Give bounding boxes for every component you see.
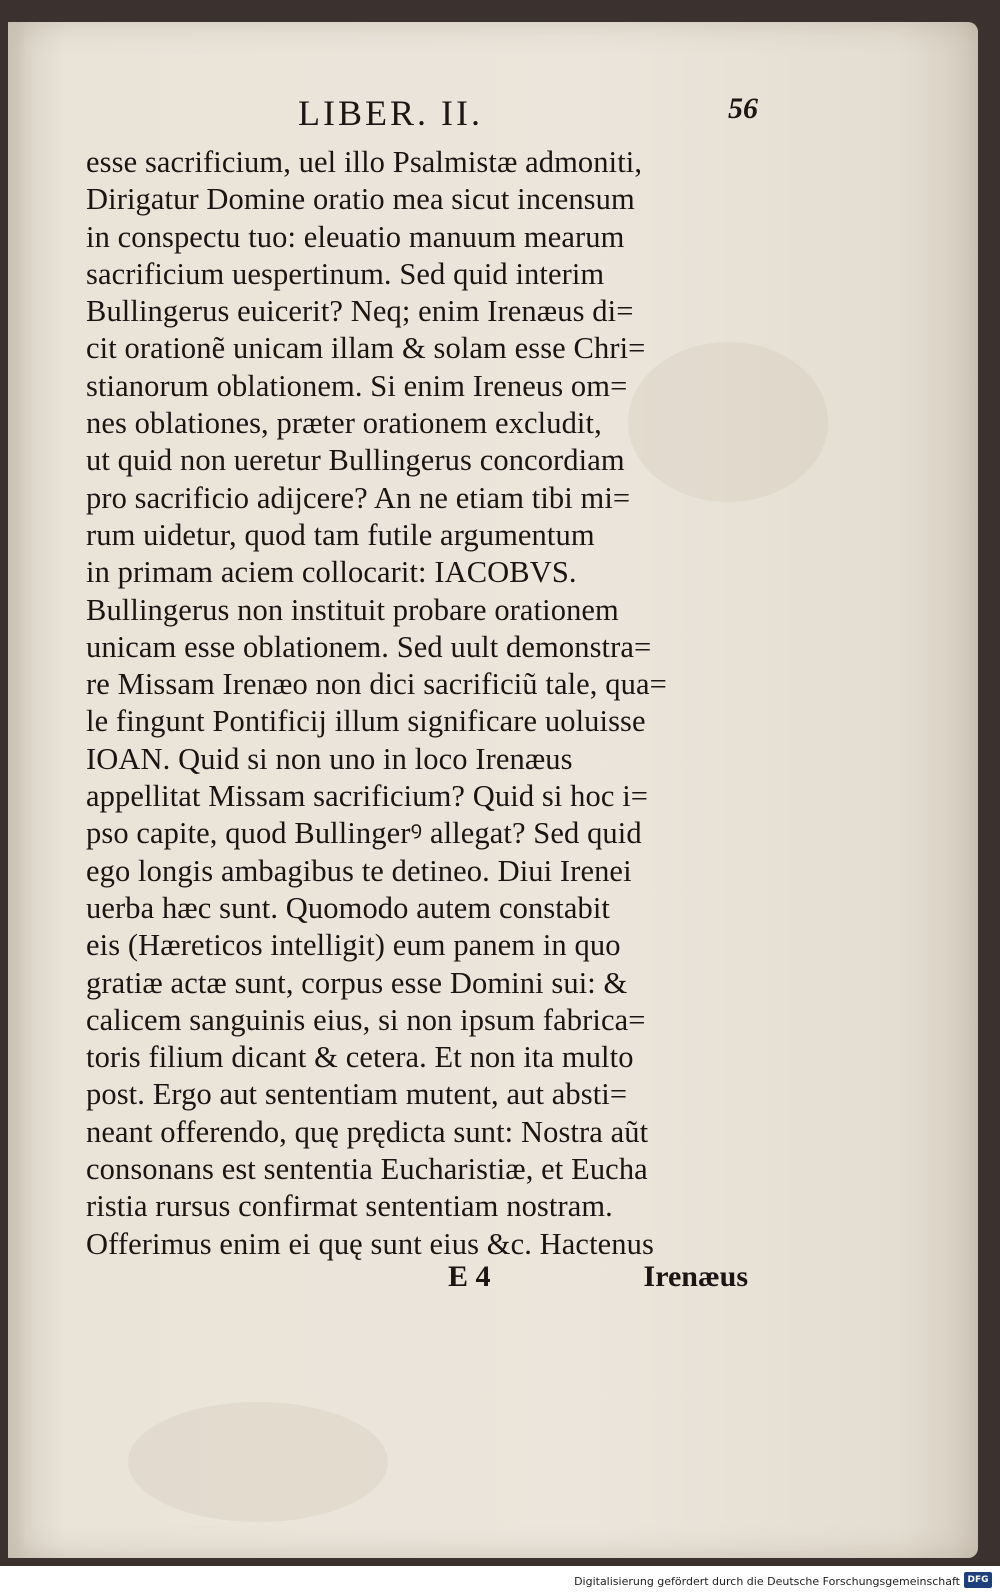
page-spine-shadow <box>8 22 26 1558</box>
text-line: pro sacrificio adijcere? An ne etiam tibi mi= <box>86 480 631 515</box>
text-line: sacrificium uespertinum. Sed quid interim <box>86 256 605 291</box>
text-line: toris filium dicant & cetera. Et non ita multo <box>86 1040 634 1075</box>
text-line: le fingunt Pontificij illum significare uoluisse <box>86 704 646 739</box>
text-line: neant offerendo, quę prędicta sunt: Nostra aũt <box>86 1114 649 1149</box>
text-line: Dirigatur Domine oratio mea sicut incensum <box>86 182 635 217</box>
signature-mark: E 4 <box>448 1260 491 1293</box>
book-page <box>8 22 978 1558</box>
text-line: pso capite, quod Bullingerꝰ allegat? Sed quid <box>86 816 642 851</box>
digitization-footer <box>0 1566 1000 1596</box>
text-line: nes oblationes, præter orationem excludit, <box>86 406 602 441</box>
text-line: consonans est sententia Eucharistiæ, et Eucha <box>86 1152 648 1187</box>
text-line: stianorum oblationem. Si enim Ireneus om= <box>86 368 628 403</box>
catchline <box>448 1260 768 1300</box>
text-block <box>86 144 766 1263</box>
catchword: Irenæus <box>643 1260 748 1293</box>
text-line: ego longis ambagibus te detineo. Diui Irenei <box>86 853 632 888</box>
text-line: re Missam Irenæo non dici sacrificiũ tale, qua= <box>86 667 667 702</box>
text-line: ristia rursus confirmat sententiam nostram. <box>86 1189 613 1224</box>
running-title: LIBER. II. <box>298 93 483 133</box>
text-line: post. Ergo aut sententiam mutent, aut absti= <box>86 1077 628 1112</box>
text-line: ut quid non ueretur Bullingerus concordiam <box>86 443 625 478</box>
text-line: cit orationẽ unicam illam & solam esse Chri= <box>86 331 646 366</box>
dfg-logo-icon: DFG <box>964 1572 992 1588</box>
text-line: gratiæ actæ sunt, corpus esse Domini sui: & <box>86 965 628 1000</box>
text-line: rum uidetur, quod tam futile argumentum <box>86 517 595 552</box>
text-line: esse sacrificium, uel illo Psalmistæ admoniti, <box>86 145 643 179</box>
text-line: in conspectu tuo: eleuatio manuum mearum <box>86 219 625 254</box>
text-line: eis (Hæreticos intelligit) eum panem in quo <box>86 928 621 963</box>
funding-credit: Digitalisierung gefördert durch die Deutsche Forschungsgemeinschaft <box>574 1575 960 1588</box>
text-line: Bullingerus non instituit probare orationem <box>86 592 619 627</box>
text-line: IOAN. Quid si non uno in loco Irenæus <box>86 741 573 776</box>
paper-stain <box>128 1402 388 1522</box>
text-line: uerba hæc sunt. Quomodo autem constabit <box>86 890 610 925</box>
running-head <box>298 92 758 136</box>
text-line: in primam aciem collocarit: IACOBVS. <box>86 555 577 590</box>
text-line: calicem sanguinis eius, si non ipsum fabrica= <box>86 1002 646 1037</box>
text-line: Bullingerus euicerit? Neq; enim Irenæus di= <box>86 294 634 329</box>
text-line: unicam esse oblationem. Sed uult demonstra= <box>86 629 652 664</box>
text-line: appellitat Missam sacrificium? Quid si hoc i= <box>86 779 649 814</box>
folio-number: 56 <box>728 92 758 125</box>
text-line: Offerimus enim ei quę sunt eius &c. Hactenus <box>86 1226 654 1261</box>
